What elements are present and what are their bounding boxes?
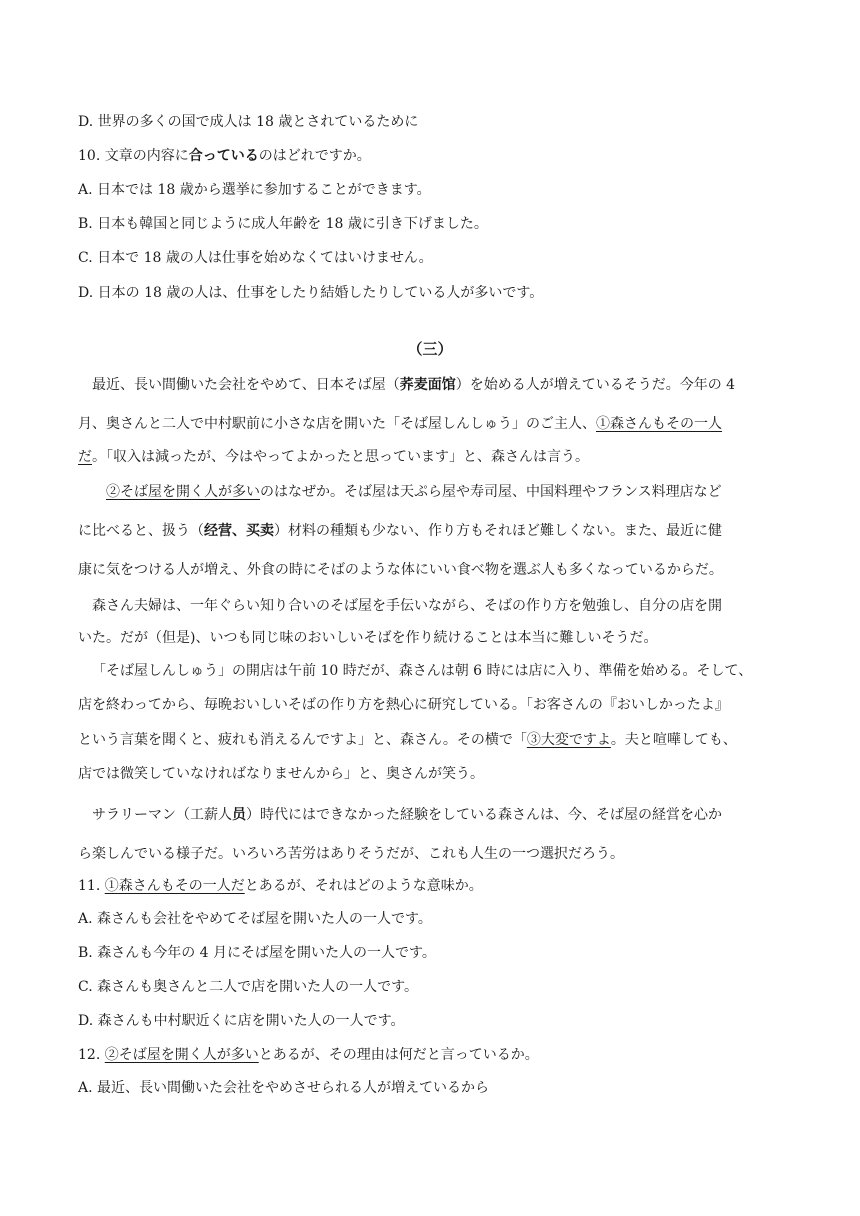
q10-option-a: A. 日本では 18 歳から選挙に参加することができます。 <box>78 182 431 198</box>
section-title: （三） <box>407 340 453 358</box>
q12-stem <box>78 1045 539 1065</box>
q12-underline: ②そば屋を開く人が多い <box>104 1047 259 1063</box>
passage-p1-line3 <box>78 447 589 467</box>
text: とあるが、それはどのような意味か。 <box>244 878 483 894</box>
gloss-staff: 员 <box>232 807 246 823</box>
passage-p3-line1: 森さん夫婦は、一年ぐらい知り合いのそば屋を手伝いながら、そばの作り方を勉強し、自分の店を開 <box>92 598 722 614</box>
passage-p4-line2: 店を終わってから、毎晩おいしいそばの作り方を熱心に研究している。「お客さんの『おいしかったよ』 <box>78 697 729 713</box>
text: ）時代にはできなかった経験をしている森さんは、今、そば屋の経営を心か <box>246 807 722 823</box>
q10-option-d: D. 日本の 18 歳の人は、仕事をしたり結婚したりしている人が多いです。 <box>78 285 544 301</box>
passage-p3-line2: いた。だが（但是)、いつも同じ味のおいしいそばを作り続けることは本当に難しいそうだ。 <box>78 630 658 646</box>
q11-stem <box>78 876 483 896</box>
text: とあるが、その理由は何だと言っているか。 <box>258 1047 539 1063</box>
passage-p4-line4: 店では微笑していなければなりませんから」と、奥さんが笑う。 <box>78 766 484 782</box>
q10-stem-pre: 10. 文章の内容に <box>78 148 189 164</box>
text: 。夫と喧嘩しても、 <box>610 732 737 748</box>
passage-p1-line2 <box>78 414 722 434</box>
gloss-soba-restaurant: 荞麦面馆 <box>399 377 456 393</box>
q10-option-b: B. 日本も韓国と同じように成人年齢を 18 歳に引き下げました。 <box>78 216 488 232</box>
text: に比べると、扱う（ <box>78 523 204 539</box>
passage-p5-line2: ら楽しんでいる様子だ。いろいろ苦労はありそうだが、これも人生の一つ選択だろう。 <box>78 846 624 862</box>
q10-stem-bold: 合っている <box>188 148 259 164</box>
passage-p2-line1 <box>106 482 722 502</box>
passage-p2-line2 <box>78 521 722 541</box>
text: という言葉を聞くと、疲れも消えるんですよ」と、森さん。その横で「 <box>78 732 527 748</box>
passage-p1-line1 <box>92 375 735 395</box>
q9-option-d: D. 世界の多くの国で成人は 18 歳とされているために <box>78 114 419 130</box>
text: 。「収入は減ったが、今はやってよかったと思っています」と、森さんは言う。 <box>92 449 589 465</box>
passage-p4-line3 <box>78 730 737 750</box>
text: のはなぜか。そば屋は天ぷら屋や寿司屋、中国料理やフランス料理店など <box>260 484 722 500</box>
q10-stem <box>78 146 371 166</box>
q12-number: 12. <box>78 1047 105 1063</box>
q11-number: 11. <box>78 878 105 894</box>
underline-2: ②そば屋を開く人が多い <box>106 484 260 500</box>
q11-option-b: B. 森さんも今年の 4 月にそば屋を開いた人の一人です。 <box>78 945 436 961</box>
text: ）材料の種類も少ない、作り方もそれほど難しくない。また、最近に健 <box>274 523 722 539</box>
passage-p2-line3: 康に気をつける人が増え、外食の時にそばのような体にいい食べ物を選ぶ人も多くなっているからだ。 <box>78 562 723 578</box>
q11-underline: ①森さんもその一人だ <box>104 878 245 894</box>
q11-option-c: C. 森さんも奥さんと二人で店を開いた人の一人です。 <box>78 979 418 995</box>
q10-option-c: C. 日本で 18 歳の人は仕事を始めなくてはいけません。 <box>78 250 433 266</box>
q11-option-a: A. 森さんも会社をやめてそば屋を開いた人の一人です。 <box>78 911 432 927</box>
q10-stem-post: のはどれですか。 <box>258 148 371 164</box>
underline-3: ③大変ですよ <box>526 732 611 748</box>
passage-p5-line1 <box>92 805 722 825</box>
underline-1-cont: だ <box>78 449 92 465</box>
underline-1: ①森さんもその一人 <box>596 416 722 432</box>
text: 月、奥さんと二人で中村駅前に小さな店を開いた「そば屋しんしゅう」のご主人、 <box>78 416 596 432</box>
passage-p4-line1: 「そば屋しんしゅう」の開店は午前 10 時だが、森さんは朝 6 時には店に入り、準備を始める。そして、 <box>92 663 753 679</box>
q11-option-d: D. 森さんも中村駅近くに店を開いた人の一人です。 <box>78 1013 405 1029</box>
text: サラリーマン（工薪人 <box>92 807 232 823</box>
gloss-handle: 经营、买卖 <box>204 523 274 539</box>
text: ）を始める人が増えているそうだ。今年の 4 <box>455 377 736 393</box>
q12-option-a: A. 最近、長い間働いた会社をやめさせられる人が増えているから <box>78 1080 490 1096</box>
text: 最近、長い間働いた会社をやめて、日本そば屋（ <box>92 377 400 393</box>
